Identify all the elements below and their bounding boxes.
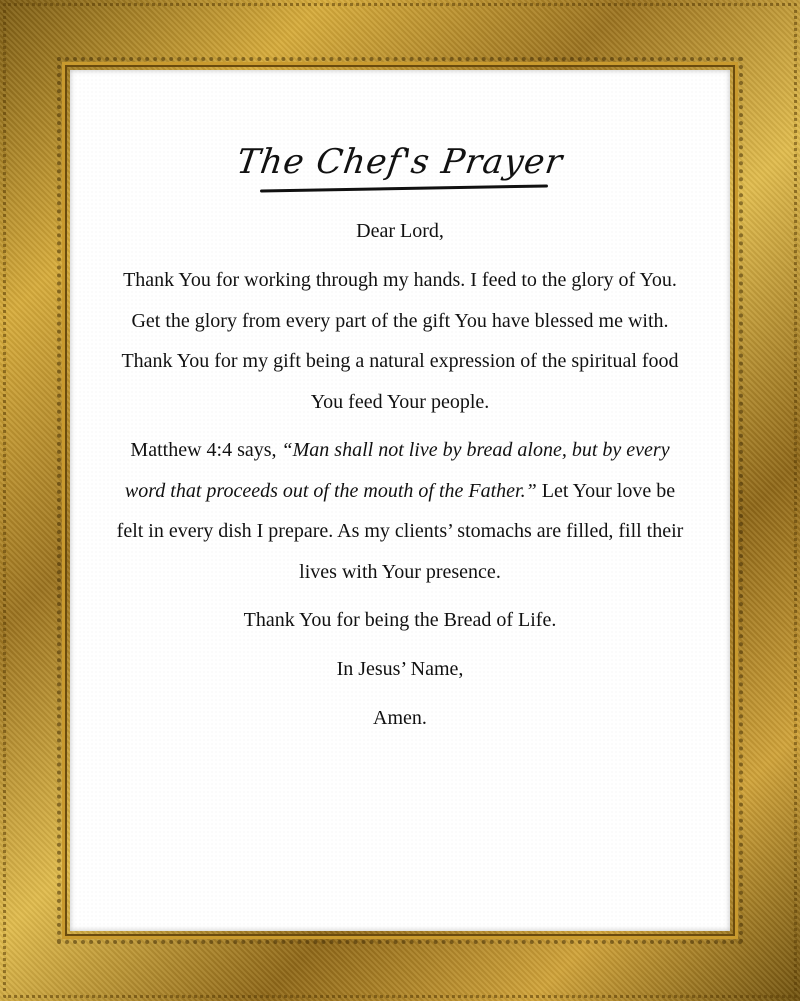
title-underline xyxy=(260,184,548,192)
prayer-body xyxy=(110,211,690,747)
closing-line: In Jesus’ Name, xyxy=(336,658,464,680)
title-block xyxy=(70,142,730,182)
paragraph-thanks-hands: Thank You for working through my hands. I feed to the glory of You. Get the glory from every part of the gift You have blessed me with. Thank You for my gift being a natural expression of the spiritual food You feed Your people. xyxy=(121,269,679,413)
scripture-quote: “Man shall not live by bread alone, but by every word that proceeds out of the mouth of the Father.” xyxy=(124,439,670,502)
thanks-line: Thank You for being the Bread of Life. xyxy=(243,609,557,631)
prayer-paper xyxy=(70,70,730,931)
scripture-lead: Matthew 4:4 says, xyxy=(130,439,282,461)
amen-line: Amen. xyxy=(373,707,427,729)
greeting: Dear Lord, xyxy=(356,220,444,242)
prayer-title: The Chef's Prayer xyxy=(234,142,566,182)
scripture-tail: Let Your love be felt in every dish I prepare. As my clients’ stomachs are filled, fill their lives with Your presence. xyxy=(116,479,684,583)
paragraph-scripture xyxy=(110,430,690,592)
